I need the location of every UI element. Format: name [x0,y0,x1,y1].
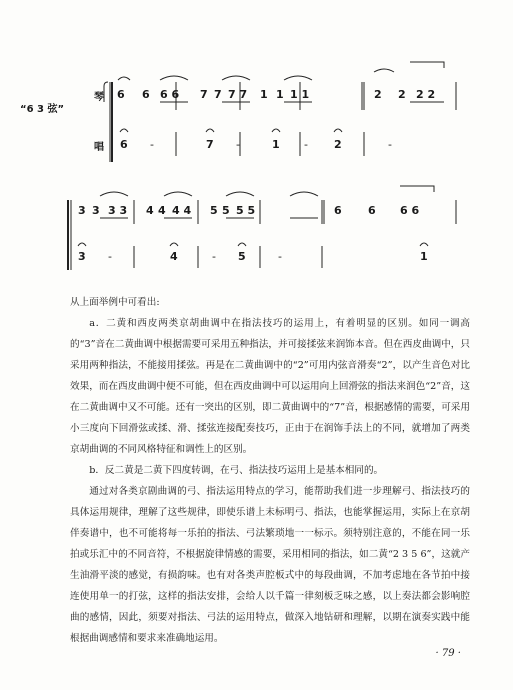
score-note: 4 [158,204,166,217]
page-number: · 79 · [435,648,461,659]
score-note: 6 [120,138,128,151]
score-note: 1 [276,88,284,101]
score-note: 3 [78,204,86,217]
score-note: 7 [214,88,222,101]
paragraph-a: a．二黄和西皮两类京胡曲调中在指法技巧的运用上，有着明显的区别。如同一调高的“3”音在二黄曲调中根据需要可采用五种指法，并可接揉弦来润饰本音。但在西皮曲调中，只采用两种指法，不能接用揉弦。再是在二黄曲调中的“2”可用内弦音滑奏“2”，以产生音色对比效果，而在西皮曲调中便不可能，但在西皮曲调中可以运用向上回滑弦的指法来润色“2”音，这在二黄曲调中又不可能。还有一突出的区别，即二黄曲调中的“7”音，根据感情的需要，可采用小三度向下回滑弦或揉、滑、揉弦连接配奏技巧，正由于在润饰手法上的不同，就增加了两类京胡曲调的不同风格特征和调性上的区别。 [70,318,470,455]
notation-marks-1 [0,52,513,172]
score-note: 2 [374,88,382,101]
score-note: 5 5 [236,204,256,217]
score-dash: - [278,250,282,263]
score-note: 2 2 [416,88,436,101]
score-note: 1 [420,250,428,263]
score-note: 5 [210,204,218,217]
score-dash: - [388,138,392,151]
score-note: 1 [260,88,268,101]
score-note: 4 [146,204,154,217]
score-note: 7 [200,88,208,101]
score-note: 1 1 [290,88,310,101]
score-note: 7 7 [228,88,248,101]
paragraph-summary: 通过对各类京剧曲调的弓、指法运用特点的学习，能帮助我们进一步理解弓、指法技巧的具体运用规律，理解了这些规律，即使乐谱上未标明弓、指法，也能掌握运用，实际上在京胡伴奏谱中，也不可能将每一乐拍的指法、弓法繁琐地一一标示。须特别注意的，不能在同一乐拍或乐汇中的不同音符，不根据旋律情感的需要，采用相同的指法，如二黄“2 3 5 6”，这就产生油滑平淡的感觉，有损韵味。也有对各类声腔板式中的每段曲调，不加考虑地在各节拍中接连使用单一的打弦，这样的指法安排，会给人以千篇一律刻板乏味之感，以上奏法都会影响腔曲的感情，因此，须要对指法、弓法的运用特点，做深入地钻研和理解，以期在演奏实践中能根据曲调感情和要求来准确地运用。 [70,486,470,644]
score-note: 4 4 [172,204,192,217]
score-note: 6 [142,88,150,101]
score-note: 1 [272,138,280,151]
score-dash: - [236,138,240,151]
score-dash: - [304,138,308,151]
part-label-sing: 唱 [94,142,104,153]
score-note: 5 [238,250,246,263]
instrument-label: “6 3 弦” [20,104,65,115]
score-note: 2 [398,88,406,101]
score-note: 3 3 [108,204,128,217]
part-label-jing: 琴 [94,92,104,103]
notation-marks-2 [0,180,513,280]
score-system-2 [0,180,513,280]
score-note: 6 6 [400,204,420,217]
score-note: 3 [92,204,100,217]
score-note: 5 [222,204,230,217]
score-dash: - [108,250,112,263]
score-note: 6 [334,204,342,217]
score-note: 4 [170,250,178,263]
score-note: 3 [78,250,86,263]
score-note: 7 [206,138,214,151]
score-note: 6 [368,204,376,217]
score-note: 6 [117,88,125,101]
score-dash: - [212,250,216,263]
score-note: 6 6 [160,88,180,101]
body-text [70,292,470,649]
paragraph-b: b．反二黄是二黄下四度转调，在弓、指法技巧运用上是基本相同的。 [89,465,384,476]
score-dash: - [150,138,154,151]
paragraph-intro: 从上面举例中可看出: [70,297,160,308]
score-system-1 [0,52,513,172]
score-note: 2 [334,138,342,151]
